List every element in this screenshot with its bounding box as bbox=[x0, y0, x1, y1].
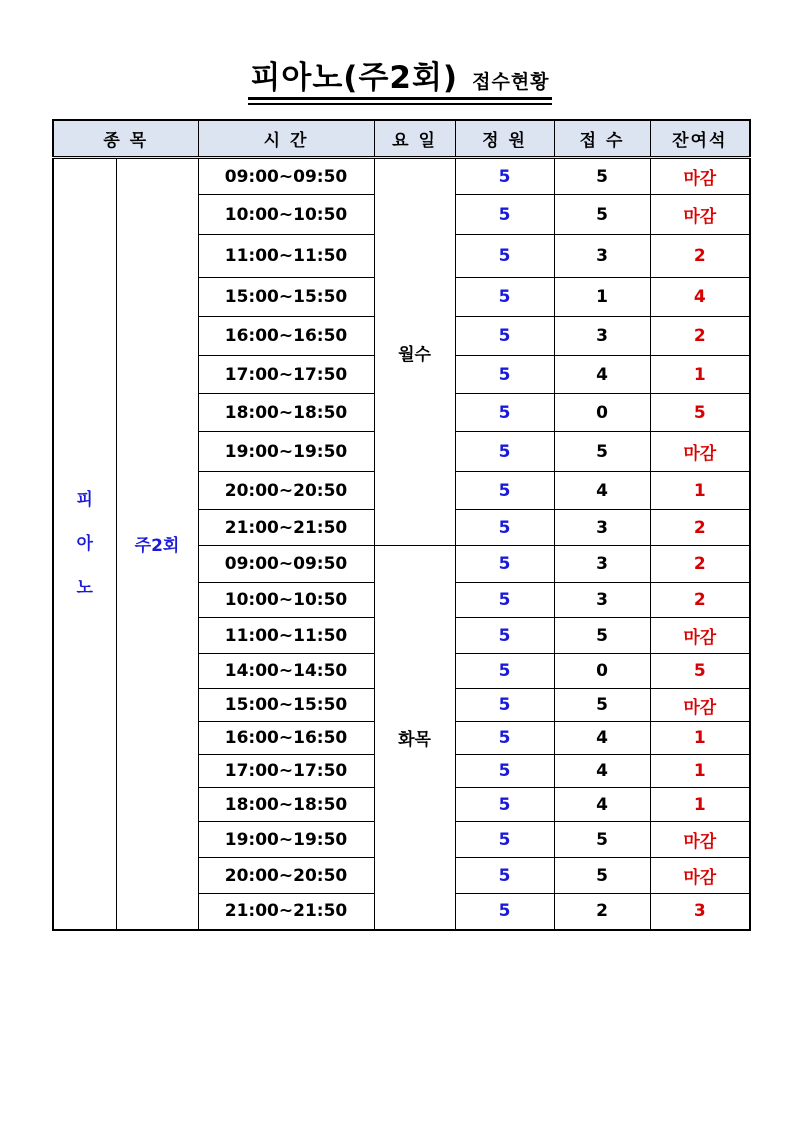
remaining-cell: 마감 bbox=[650, 689, 750, 722]
capacity-cell: 5 bbox=[455, 689, 554, 722]
capacity-cell: 5 bbox=[455, 788, 554, 822]
applied-cell: 5 bbox=[554, 432, 650, 472]
title-underline-thick bbox=[248, 97, 551, 100]
page-title bbox=[248, 52, 551, 103]
applied-cell: 2 bbox=[554, 894, 650, 930]
time-cell: 10:00~10:50 bbox=[198, 195, 374, 235]
header-row bbox=[53, 120, 750, 158]
time-cell: 11:00~11:50 bbox=[198, 618, 374, 654]
capacity-cell: 5 bbox=[455, 235, 554, 278]
subject-char: 피 bbox=[76, 489, 93, 510]
applied-cell: 3 bbox=[554, 317, 650, 356]
schedule-table bbox=[52, 119, 751, 931]
time-cell: 20:00~20:50 bbox=[198, 858, 374, 894]
remaining-cell: 마감 bbox=[650, 822, 750, 858]
capacity-cell: 5 bbox=[455, 195, 554, 235]
applied-cell: 3 bbox=[554, 583, 650, 618]
time-cell: 15:00~15:50 bbox=[198, 689, 374, 722]
capacity-cell: 5 bbox=[455, 472, 554, 510]
remaining-cell: 마감 bbox=[650, 858, 750, 894]
capacity-cell: 5 bbox=[455, 822, 554, 858]
title-main: 피아노(주2회) bbox=[250, 60, 459, 96]
remaining-cell: 1 bbox=[650, 722, 750, 755]
days-cell: 화목 bbox=[374, 546, 455, 930]
remaining-cell: 2 bbox=[650, 235, 750, 278]
table-body bbox=[53, 158, 750, 930]
applied-cell: 3 bbox=[554, 235, 650, 278]
remaining-cell: 5 bbox=[650, 394, 750, 432]
time-cell: 20:00~20:50 bbox=[198, 472, 374, 510]
remaining-cell: 2 bbox=[650, 583, 750, 618]
time-cell: 17:00~17:50 bbox=[198, 755, 374, 788]
time-cell: 18:00~18:50 bbox=[198, 788, 374, 822]
remaining-cell: 마감 bbox=[650, 432, 750, 472]
remaining-cell: 2 bbox=[650, 317, 750, 356]
time-cell: 19:00~19:50 bbox=[198, 822, 374, 858]
applied-cell: 0 bbox=[554, 654, 650, 689]
remaining-cell: 4 bbox=[650, 278, 750, 317]
applied-cell: 4 bbox=[554, 356, 650, 394]
capacity-cell: 5 bbox=[455, 583, 554, 618]
subject-char: 노 bbox=[76, 577, 93, 598]
capacity-cell: 5 bbox=[455, 654, 554, 689]
applied-cell: 5 bbox=[554, 158, 650, 195]
capacity-cell: 5 bbox=[455, 510, 554, 546]
time-cell: 16:00~16:50 bbox=[198, 317, 374, 356]
time-cell: 16:00~16:50 bbox=[198, 722, 374, 755]
remaining-cell: 1 bbox=[650, 356, 750, 394]
table-header bbox=[53, 120, 750, 158]
time-cell: 18:00~18:50 bbox=[198, 394, 374, 432]
subject-cell bbox=[53, 158, 116, 930]
capacity-cell: 5 bbox=[455, 722, 554, 755]
applied-cell: 4 bbox=[554, 722, 650, 755]
remaining-cell: 2 bbox=[650, 546, 750, 583]
applied-cell: 5 bbox=[554, 858, 650, 894]
applied-cell: 1 bbox=[554, 278, 650, 317]
remaining-cell: 마감 bbox=[650, 618, 750, 654]
header-applied: 접 수 bbox=[554, 120, 650, 158]
header-time: 시 간 bbox=[198, 120, 374, 158]
frequency-cell: 주2회 bbox=[116, 158, 198, 930]
remaining-cell: 2 bbox=[650, 510, 750, 546]
time-cell: 09:00~09:50 bbox=[198, 158, 374, 195]
days-cell: 월수 bbox=[374, 158, 455, 546]
capacity-cell: 5 bbox=[455, 546, 554, 583]
title-underline-thin bbox=[248, 103, 551, 105]
applied-cell: 5 bbox=[554, 195, 650, 235]
applied-cell: 5 bbox=[554, 618, 650, 654]
title-sub: 접수현황 bbox=[472, 71, 550, 93]
applied-cell: 4 bbox=[554, 755, 650, 788]
time-cell: 15:00~15:50 bbox=[198, 278, 374, 317]
capacity-cell: 5 bbox=[455, 894, 554, 930]
time-cell: 21:00~21:50 bbox=[198, 510, 374, 546]
applied-cell: 5 bbox=[554, 822, 650, 858]
applied-cell: 4 bbox=[554, 788, 650, 822]
capacity-cell: 5 bbox=[455, 858, 554, 894]
time-cell: 17:00~17:50 bbox=[198, 356, 374, 394]
capacity-cell: 5 bbox=[455, 755, 554, 788]
header-remaining: 잔여석 bbox=[650, 120, 750, 158]
remaining-cell: 1 bbox=[650, 472, 750, 510]
time-cell: 14:00~14:50 bbox=[198, 654, 374, 689]
remaining-cell: 마감 bbox=[650, 195, 750, 235]
time-cell: 09:00~09:50 bbox=[198, 546, 374, 583]
capacity-cell: 5 bbox=[455, 278, 554, 317]
applied-cell: 3 bbox=[554, 546, 650, 583]
capacity-cell: 5 bbox=[455, 158, 554, 195]
capacity-cell: 5 bbox=[455, 618, 554, 654]
applied-cell: 0 bbox=[554, 394, 650, 432]
header-capacity: 정 원 bbox=[455, 120, 554, 158]
applied-cell: 4 bbox=[554, 472, 650, 510]
time-cell: 21:00~21:50 bbox=[198, 894, 374, 930]
subject-char: 아 bbox=[76, 533, 93, 554]
remaining-cell: 1 bbox=[650, 755, 750, 788]
capacity-cell: 5 bbox=[455, 356, 554, 394]
time-cell: 19:00~19:50 bbox=[198, 432, 374, 472]
capacity-cell: 5 bbox=[455, 432, 554, 472]
capacity-cell: 5 bbox=[455, 317, 554, 356]
applied-cell: 3 bbox=[554, 510, 650, 546]
time-cell: 11:00~11:50 bbox=[198, 235, 374, 278]
remaining-cell: 마감 bbox=[650, 158, 750, 195]
table-row bbox=[53, 158, 750, 195]
remaining-cell: 3 bbox=[650, 894, 750, 930]
header-subject: 종 목 bbox=[53, 120, 198, 158]
applied-cell: 5 bbox=[554, 689, 650, 722]
capacity-cell: 5 bbox=[455, 394, 554, 432]
remaining-cell: 1 bbox=[650, 788, 750, 822]
remaining-cell: 5 bbox=[650, 654, 750, 689]
title-area bbox=[0, 52, 800, 103]
header-days: 요 일 bbox=[374, 120, 455, 158]
time-cell: 10:00~10:50 bbox=[198, 583, 374, 618]
